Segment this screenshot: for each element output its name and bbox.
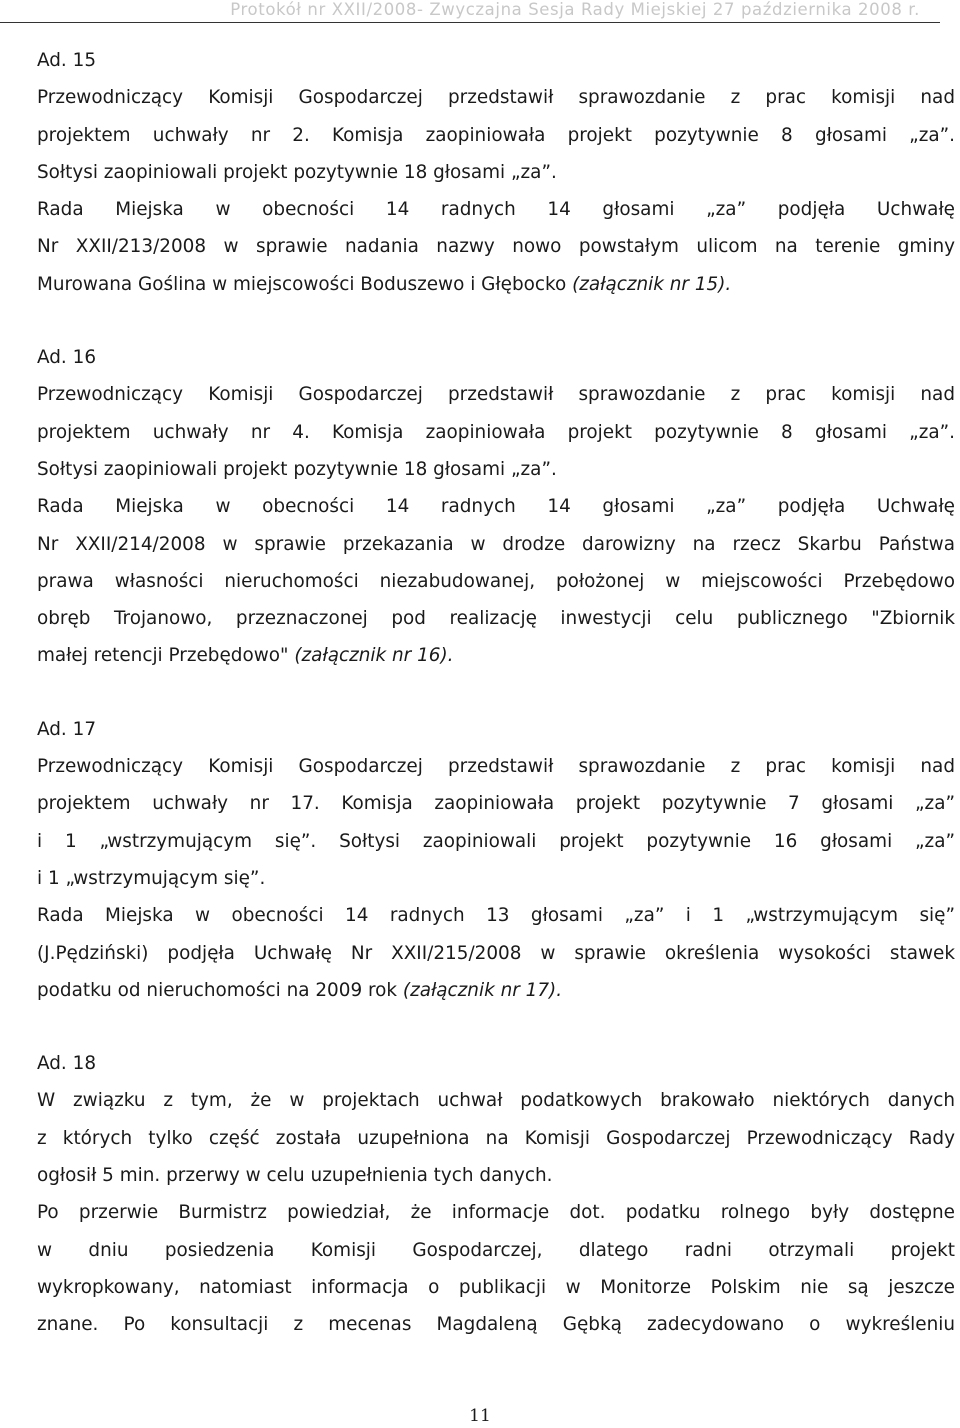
paragraph-line: Przewodniczący Komisji Gospodarczej przedstawił sprawozdanie z prac komisji nad [37,756,955,778]
section-ad-16 [37,343,955,679]
paragraph-line: W związku z tym, że w projektach uchwał podatkowych brakowało niektórych danych [37,1090,955,1112]
section-ad-18 [37,1049,955,1347]
paragraph-line: ogłosił 5 min. przerwy w celu uzupełnienia tych danych. [37,1165,553,1187]
paragraph-line: projektem uchwały nr 2. Komisja zaopiniowała projekt pozytywnie 8 głosami „za”. [37,124,955,146]
section-heading: Ad. 15 [37,50,97,71]
header-title: Protokół nr XXII/2008- Zwyczajna Sesja Rady Miejskiej 27 października 2008 r. [230,0,920,19]
section-ad-17 [37,715,955,1013]
paragraph-line [37,976,955,1013]
paragraph-line: projektem uchwały nr 4. Komisja zaopiniowała projekt pozytywnie 8 głosami „za”. [37,421,955,443]
page-header [0,0,940,23]
paragraph-line: Przewodniczący Komisji Gospodarczej przedstawił sprawozdanie z prac komisji nad [37,384,955,406]
paragraph-line: w dniu posiedzenia Komisji Gospodarczej, dlatego radni otrzymali projekt [37,1239,955,1261]
paragraph-line [37,641,955,678]
paragraph-text: podatku od nieruchomości na 2009 rok [37,979,403,1001]
section-ad-15 [37,46,955,307]
paragraph-line: Sołtysi zaopiniowali projekt pozytywnie 18 głosami „za”. [37,161,557,183]
paragraph-line: i 1 „wstrzymującym się”. Sołtysi zaopiniowali projekt pozytywnie 16 głosami „za” [37,830,955,852]
paragraph-line: z których tylko część została uzupełniona na Komisji Gospodarczej Przewodniczący Rady [37,1127,955,1149]
section-gap [37,679,955,715]
paragraph-line: Rada Miejska w obecności 14 radnych 13 głosami „za” i 1 „wstrzymującym się” [37,905,955,927]
paragraph-line: prawa własności nieruchomości niezabudowanej, położonej w miejscowości Przebędowo [37,570,955,592]
paragraph-line: i 1 „wstrzymującym się”. [37,867,266,889]
page-number: 11 [469,1406,491,1426]
paragraph-line: Po przerwie Burmistrz powiedział, że informacje dot. podatku rolnego były dostępne [37,1202,955,1224]
document-body [37,46,955,1348]
paragraph-line: znane. Po konsultacji z mecenas Magdaleną Gębką zadecydowano o wykreśleniu [37,1314,955,1336]
paragraph-line: Nr XXII/213/2008 w sprawie nadania nazwy nowo powstałym ulicom na terenie gminy [37,236,955,258]
section-heading: Ad. 18 [37,1053,97,1075]
paragraph-line: Nr XXII/214/2008 w sprawie przekazania w drodze darowizny na rzecz Skarbu Państwa [37,533,955,555]
paragraph-line: Przewodniczący Komisji Gospodarczej przedstawił sprawozdanie z prac komisji nad [37,87,955,109]
attachment-reference: (załącznik nr 17). [402,979,563,1001]
paragraph-line [37,270,955,307]
paragraph-line: wykropkowany, natomiast informacja o publikacji w Monitorze Polskim nie są jeszcze [37,1276,955,1298]
paragraph-text: małej retencji Przebędowo" [37,645,295,667]
paragraph-line: obręb Trojanowo, przeznaczonej pod realizację inwestycji celu publicznego "Zbiornik [37,608,955,630]
paragraph-line: Rada Miejska w obecności 14 radnych 14 głosami „za” podjęła Uchwałę [37,496,955,518]
paragraph-line: projektem uchwały nr 17. Komisja zaopiniowała projekt pozytywnie 7 głosami „za” [37,793,955,815]
section-gap [37,307,955,343]
attachment-reference: (załącznik nr 16). [294,645,454,667]
paragraph-text: Murowana Goślina w miejscowości Boduszewo i Głębocko [37,273,573,295]
section-heading: Ad. 16 [37,347,97,369]
paragraph-line: Rada Miejska w obecności 14 radnych 14 głosami „za” podjęła Uchwałę [37,199,955,221]
paragraph-line: Sołtysi zaopiniowali projekt pozytywnie 18 głosami „za”. [37,458,557,480]
paragraph-line: (J.Pędziński) podjęła Uchwałę Nr XXII/215/2008 w sprawie określenia wysokości stawek [37,942,955,964]
section-heading: Ad. 17 [37,718,97,740]
section-gap [37,1013,955,1049]
attachment-reference: (załącznik nr 15). [572,273,732,295]
